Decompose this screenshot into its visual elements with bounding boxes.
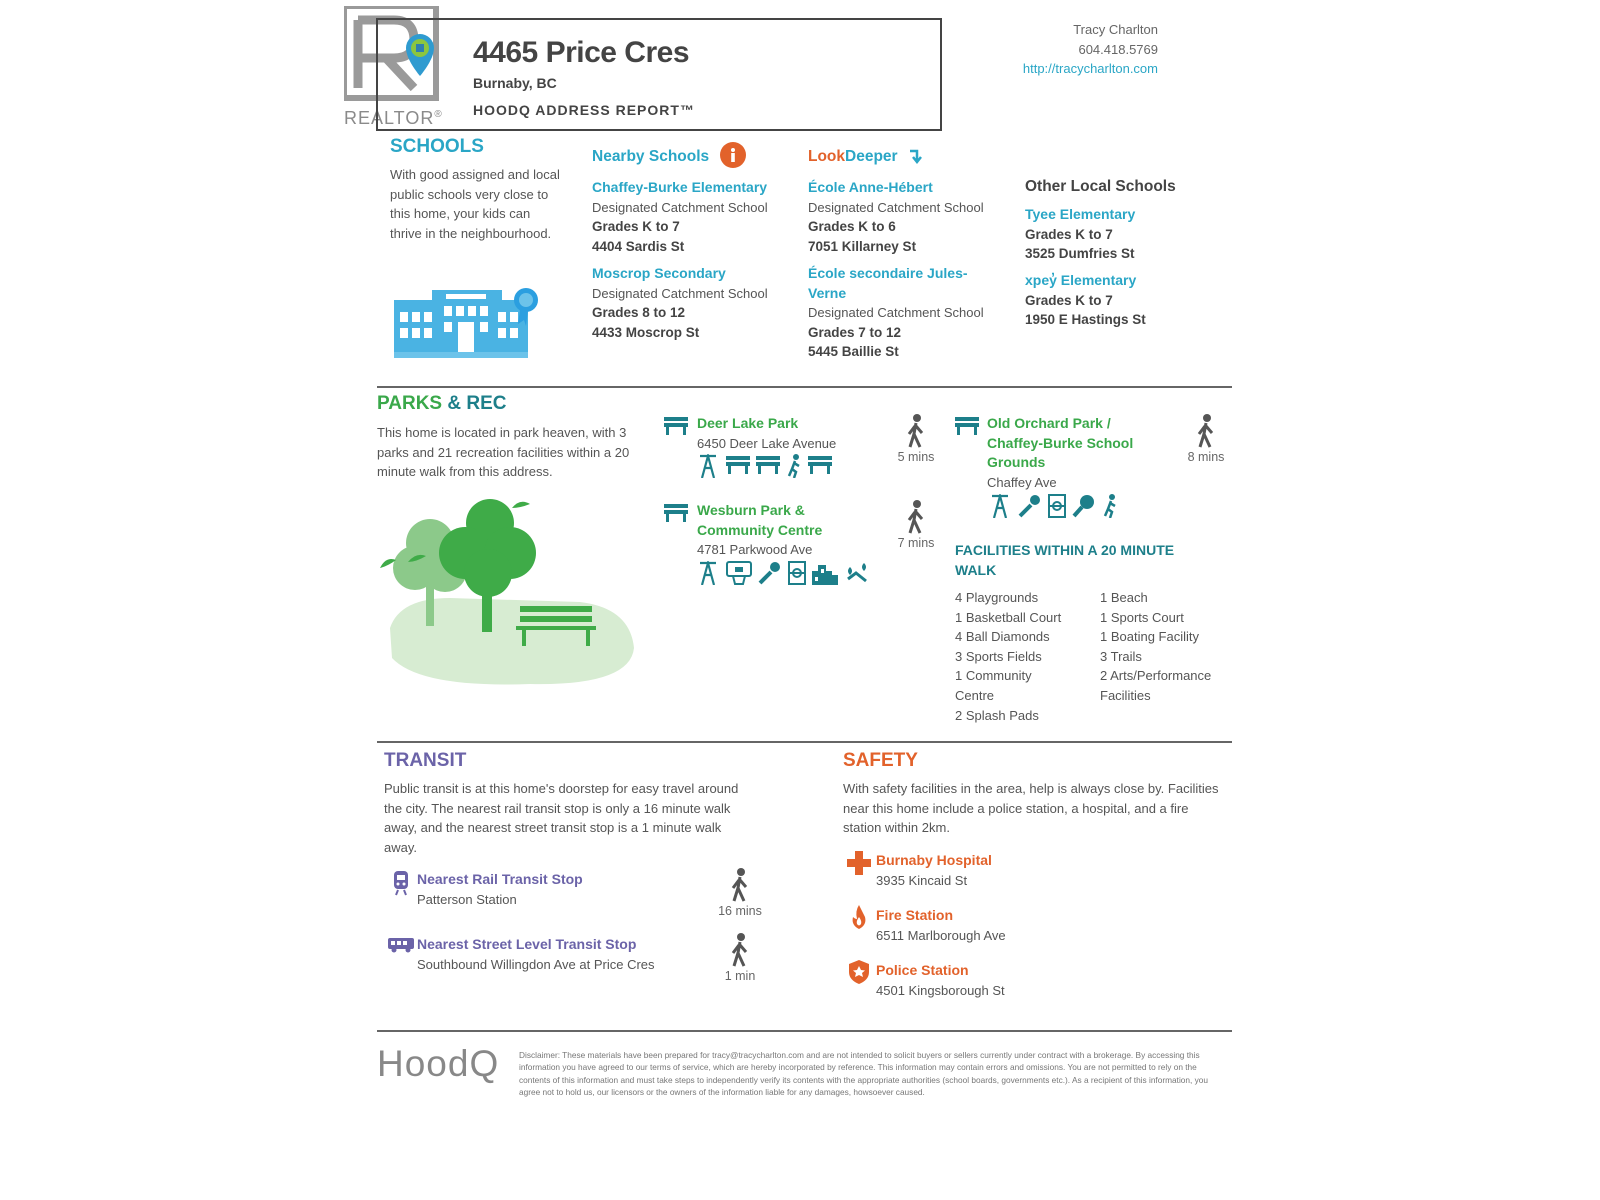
park-name-line1[interactable]: Old Orchard Park / (987, 415, 1111, 431)
page-city: Burnaby, BC (473, 75, 557, 91)
parks-heading: PARKS (377, 393, 443, 414)
transit-description: Public transit is at this home's doorstep for easy travel around the city. The nearest rail transit stop is only a 16 minute walk away, and the nearest street transit stop is a 1 minute walk away. (384, 781, 739, 855)
bus-icon (388, 937, 414, 953)
park-address: 4781 Parkwood Ave (697, 542, 813, 557)
school-grades: Grades K to 7 (592, 219, 680, 234)
bench-icon (664, 504, 688, 522)
agent-name: Tracy Charlton (1073, 22, 1158, 37)
agent-url[interactable]: http://tracycharlton.com (1022, 61, 1158, 76)
street-stop-name: Southbound Willingdon Ave at Price Cres (417, 956, 655, 972)
police-badge-icon (849, 960, 869, 984)
lookdeeper-deeper: Deeper (845, 148, 898, 165)
park-address: Chaffey Ave (987, 474, 1057, 490)
bench-icon (955, 417, 979, 435)
park-trees-illustration (380, 498, 636, 690)
facility-item: 3 Trails (1100, 648, 1142, 664)
bench-icon (808, 454, 832, 474)
school-address: 4404 Sardis St (592, 238, 685, 254)
hospital-address: 3935 Kincaid St (876, 872, 968, 888)
park-facility-icons (698, 561, 870, 585)
playground-icon (698, 454, 720, 478)
park-name-line2[interactable]: Chaffey-Burke School (987, 434, 1134, 451)
tennis-racket-icon (1072, 494, 1096, 518)
walk-time: 8 mins (1187, 450, 1225, 464)
walking-person-icon (730, 868, 750, 902)
sports-field-icon (788, 561, 806, 585)
park-name-line2[interactable]: Community Centre (697, 521, 823, 538)
facility-item: Centre (955, 687, 995, 703)
school-address: 7051 Killarney St (808, 238, 917, 254)
facility-item: 3 Sports Fields (955, 648, 1042, 664)
school-name-line2[interactable]: Verne (808, 284, 847, 301)
divider-schools (377, 386, 1232, 388)
school-type: Designated Catchment School (808, 199, 984, 215)
school-grades: Grades 7 to 12 (808, 324, 902, 340)
hospital-cross-icon (847, 851, 871, 875)
rail-stop-name: Patterson Station (417, 891, 517, 907)
runner-icon (1102, 494, 1118, 518)
transit-heading: TRANSIT (384, 750, 467, 771)
facility-item: 2 Splash Pads (955, 707, 1039, 723)
playground-icon (990, 494, 1012, 518)
school-address: 3525 Dumfries St (1025, 246, 1135, 261)
park-address: 6450 Deer Lake Avenue (697, 435, 837, 451)
divider-footer (377, 1030, 1232, 1032)
fire-station-address: 6511 Marlborough Ave (876, 927, 1006, 943)
school-grades: Grades K to 7 (1025, 226, 1113, 242)
bench-icon (756, 454, 780, 474)
safety-heading: SAFETY (843, 750, 918, 771)
facilities-right-list (1100, 588, 1211, 706)
arrow-down-icon (908, 149, 922, 165)
school-name[interactable]: Chaffey-Burke Elementary (592, 179, 768, 195)
facility-item: 1 Beach (1100, 590, 1148, 605)
ball-diamond-icon (1018, 494, 1042, 518)
walking-person-icon (906, 500, 926, 534)
park-name-line1[interactable]: Wesburn Park & (697, 502, 805, 518)
facility-item: 1 Sports Court (1100, 609, 1184, 625)
police-station-title[interactable]: Police Station (876, 962, 969, 978)
walking-person-icon (1196, 414, 1216, 448)
disclaimer-text: Disclaimer: These materials have been prepared for tracy@tracycharlton.com and are not intended to solicit buyers or sellers currently under contract with a brokerage. By accessing this information you have agreed to our terms of service, which are hereby incorporated by reference. This information may contain errors and omissions. You are not permitted to rely on the contents of this information and must take steps to independently verify its contents with the appropriate authorities (school boards, governments etc.). As a recipient of this information, you agree not to hold us, our licensors or the owners of the information liable for any damages, howsoever caused. (519, 1050, 1209, 1097)
facility-item: 4 Ball Diamonds (955, 629, 1050, 645)
school-grades: Grades K to 7 (1025, 292, 1113, 308)
school-grades: Grades K to 6 (808, 219, 896, 234)
ball-diamond-icon (758, 561, 782, 585)
parks-description: This home is located in park heaven, with 3 parks and 21 recreation facilities within a 20 minute walk from this address. (377, 425, 630, 479)
facility-item: 4 Playgrounds (955, 590, 1039, 605)
facility-item: 1 Community (955, 668, 1032, 684)
school-type: Designated Catchment School (808, 305, 984, 320)
facilities-heading-line2: WALK (955, 561, 997, 578)
school-name[interactable]: Tyee Elementary (1025, 206, 1136, 222)
facility-item: Facilities (1100, 687, 1151, 703)
bench-icon (726, 454, 750, 474)
facilities-heading-line1: FACILITIES WITHIN A 20 MINUTE (955, 542, 1175, 558)
sports-field-icon (1048, 494, 1066, 518)
walking-person-icon (906, 414, 926, 448)
realtor-registered: ® (434, 109, 443, 120)
park-facility-icons (698, 454, 832, 478)
splash-pad-icon (844, 561, 870, 585)
park-facility-icons (990, 494, 1118, 518)
walk-time: 1 min (724, 969, 756, 983)
hospital-title[interactable]: Burnaby Hospital (876, 852, 992, 868)
rec-heading: & REC (442, 393, 507, 414)
divider-parks (377, 741, 1232, 743)
school-name-line1[interactable]: École secondaire Jules- (808, 265, 968, 281)
community-centre-icon (812, 561, 838, 585)
other-schools-heading: Other Local Schools (1025, 178, 1176, 195)
schools-description: With good assigned and local public schools very close to this home, your kids can thrive in the neighbourhood. (390, 167, 560, 241)
bench-icon (664, 417, 688, 435)
school-grades: Grades 8 to 12 (592, 305, 686, 320)
walk-time: 5 mins (897, 450, 935, 464)
hoodq-logo: HoodQ (377, 1043, 500, 1084)
report-label: HOODQ ADDRESS REPORT™ (473, 102, 695, 118)
walk-time: 16 mins (718, 904, 762, 918)
runner-icon (786, 454, 802, 478)
fire-station-title[interactable]: Fire Station (876, 907, 954, 923)
schools-heading: SCHOOLS (390, 136, 484, 157)
school-name[interactable]: xpey̓ Elementary (1025, 272, 1137, 288)
street-stop-title[interactable]: Nearest Street Level Transit Stop (417, 936, 637, 952)
facility-item: 1 Basketball Court (955, 609, 1062, 625)
school-name[interactable]: École Anne-Hébert (808, 179, 933, 195)
facility-item: 2 Arts/Performance (1100, 668, 1212, 684)
school-type: Designated Catchment School (592, 285, 768, 301)
lookdeeper-look: Look (808, 148, 846, 165)
facility-item: 1 Boating Facility (1100, 629, 1199, 645)
playground-icon (698, 561, 720, 585)
school-address: 4433 Moscrop St (592, 324, 700, 340)
agent-phone: 604.418.5769 (1078, 41, 1158, 57)
info-icon[interactable] (720, 142, 746, 168)
park-name-line3[interactable]: Grounds (987, 454, 1046, 470)
park-name[interactable]: Deer Lake Park (697, 415, 799, 431)
facilities-left-list (955, 588, 1061, 725)
walk-time: 7 mins (897, 536, 935, 550)
page-title: 4465 Price Cres (473, 36, 690, 69)
nearby-schools-heading: Nearby Schools (592, 148, 710, 166)
school-address: 1950 E Hastings St (1025, 312, 1146, 327)
walking-person-icon (730, 933, 750, 967)
safety-description: With safety facilities in the area, help is always close by. Facilities near this home include a police station, a hospital, and a fire station within 2km. (843, 781, 1219, 835)
basketball-hoop-icon (726, 561, 752, 585)
school-type: Designated Catchment School (592, 199, 768, 215)
school-name[interactable]: Moscrop Secondary (592, 265, 726, 281)
school-address: 5445 Baillie St (808, 344, 899, 359)
fire-icon (851, 905, 867, 929)
train-icon (393, 870, 409, 896)
rail-stop-title[interactable]: Nearest Rail Transit Stop (417, 871, 583, 887)
police-station-address: 4501 Kingsborough St (876, 982, 1005, 998)
school-building-icon (394, 288, 540, 360)
realtor-text: REALTOR (344, 108, 435, 128)
